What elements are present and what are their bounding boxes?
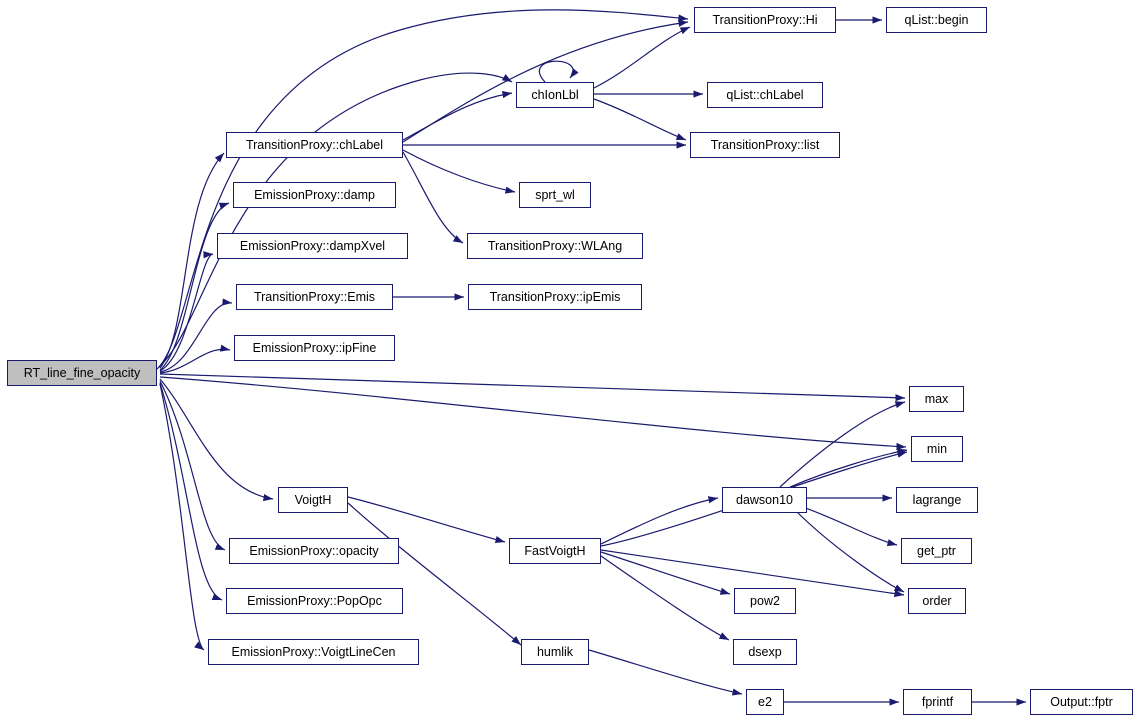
graph-node-sprt_wl[interactable]: sprt_wl	[519, 182, 591, 208]
graph-node-chionlbl[interactable]: chIonLbl	[516, 82, 594, 108]
graph-node-emissionproxy_popopc[interactable]: EmissionProxy::PopOpc	[226, 588, 403, 614]
graph-node-get_ptr[interactable]: get_ptr	[901, 538, 972, 564]
graph-node-transitionproxy_emis[interactable]: TransitionProxy::Emis	[236, 284, 393, 310]
graph-node-fprintf[interactable]: fprintf	[903, 689, 972, 715]
graph-node-min[interactable]: min	[911, 436, 963, 462]
graph-node-qlist_begin[interactable]: qList::begin	[886, 7, 987, 33]
graph-node-transitionproxy_chlabel[interactable]: TransitionProxy::chLabel	[226, 132, 403, 158]
graph-node-dawson10[interactable]: dawson10	[722, 487, 807, 513]
graph-node-emissionproxy_voigtlinecen[interactable]: EmissionProxy::VoigtLineCen	[208, 639, 419, 665]
graph-node-dsexp[interactable]: dsexp	[733, 639, 797, 665]
graph-node-max[interactable]: max	[909, 386, 964, 412]
graph-node-qlist_chlabel[interactable]: qList::chLabel	[707, 82, 823, 108]
graph-node-order[interactable]: order	[908, 588, 966, 614]
graph-node-fastvoigth[interactable]: FastVoigtH	[509, 538, 601, 564]
graph-node-humlik[interactable]: humlik	[521, 639, 589, 665]
graph-node-lagrange[interactable]: lagrange	[896, 487, 978, 513]
graph-node-transitionproxy_ipemis[interactable]: TransitionProxy::ipEmis	[468, 284, 642, 310]
graph-node-output_fptr[interactable]: Output::fptr	[1030, 689, 1133, 715]
graph-node-rt_line_fine_opacity[interactable]: RT_line_fine_opacity	[7, 360, 157, 386]
graph-node-emissionproxy_dampxvel[interactable]: EmissionProxy::dampXvel	[217, 233, 408, 259]
graph-node-transitionproxy_list[interactable]: TransitionProxy::list	[690, 132, 840, 158]
graph-node-emissionproxy_opacity[interactable]: EmissionProxy::opacity	[229, 538, 399, 564]
graph-node-pow2[interactable]: pow2	[734, 588, 796, 614]
graph-node-voigth[interactable]: VoigtH	[278, 487, 348, 513]
graph-node-emissionproxy_damp[interactable]: EmissionProxy::damp	[233, 182, 396, 208]
graph-node-e2[interactable]: e2	[746, 689, 784, 715]
graph-node-transitionproxy_hi[interactable]: TransitionProxy::Hi	[694, 7, 836, 33]
graph-node-emissionproxy_ipfine[interactable]: EmissionProxy::ipFine	[234, 335, 395, 361]
graph-node-transitionproxy_wlang[interactable]: TransitionProxy::WLAng	[467, 233, 643, 259]
